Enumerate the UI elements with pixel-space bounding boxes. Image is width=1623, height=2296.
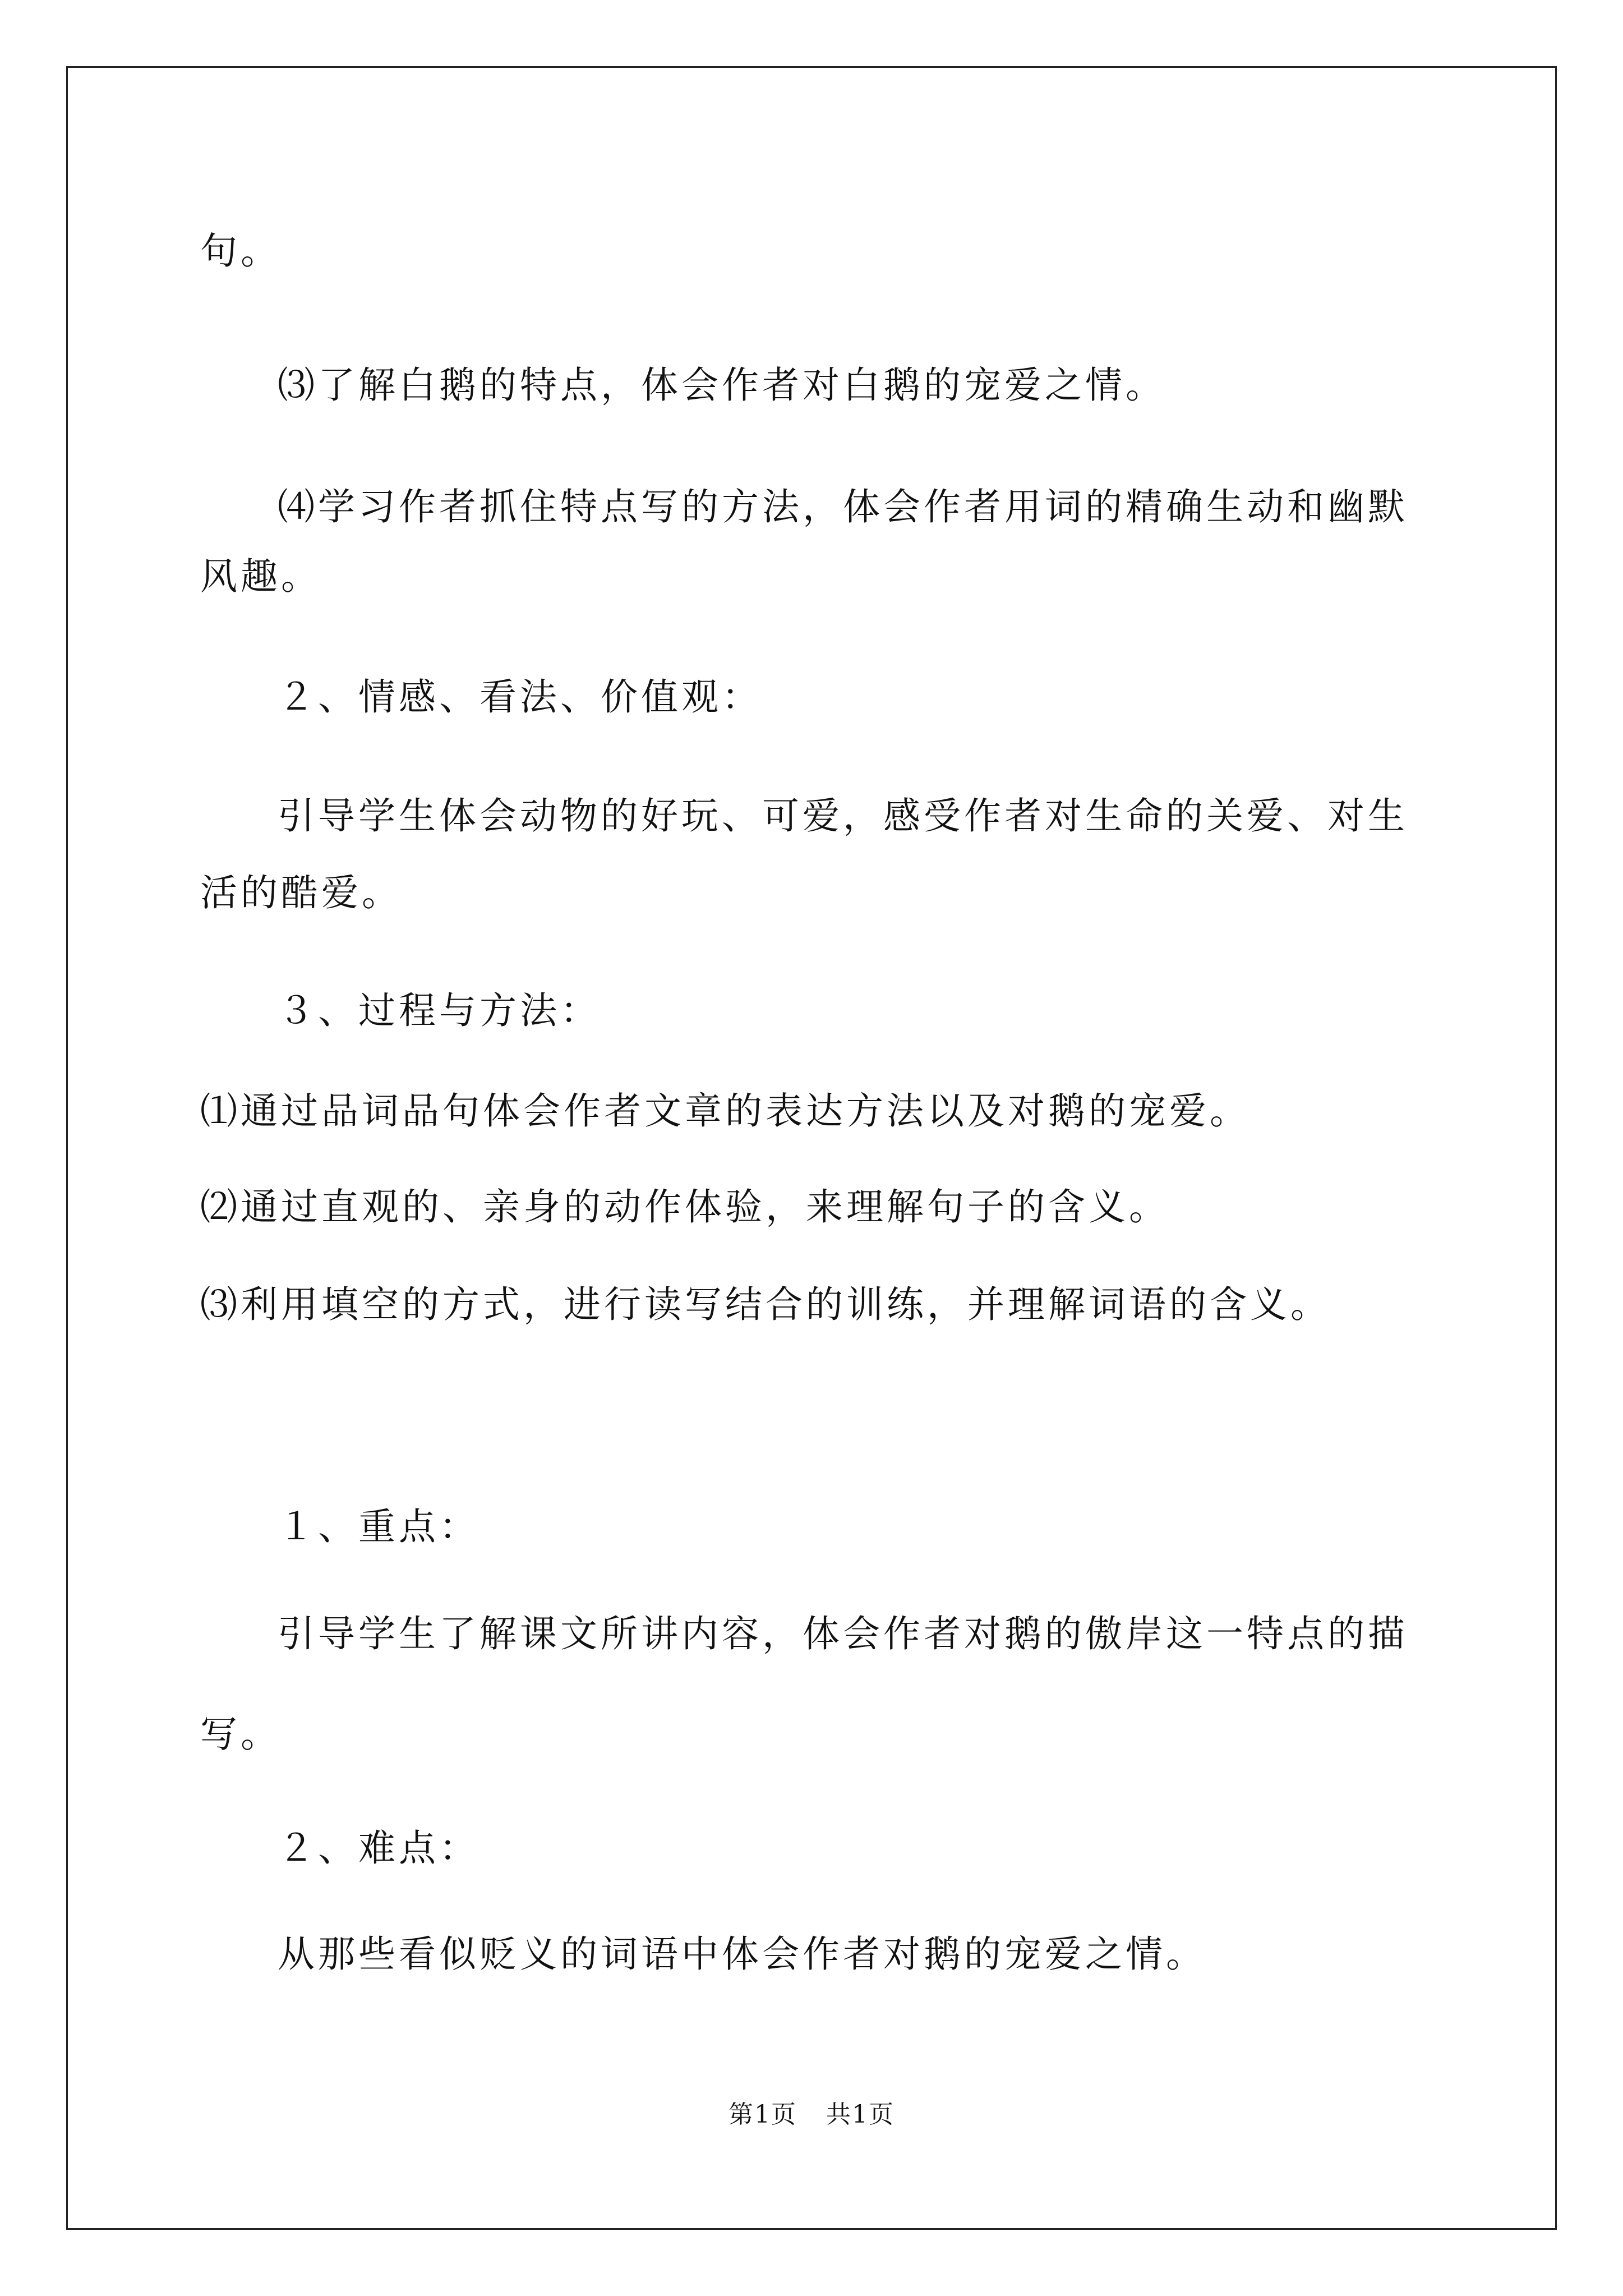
paragraph-line: ⑵通过直观的、亲身的动作体验，来理解句子的含义。 <box>200 1185 1169 1228</box>
paragraph-line: ⑶了解白鹅的特点，体会作者对白鹅的宠爱之情。 <box>278 364 1166 407</box>
section-heading: ２、情感、看法、价值观： <box>278 675 762 719</box>
paragraph-line: 句。 <box>200 229 281 273</box>
paragraph-line: 从那些看似贬义的词语中体会作者对鹅的宠爱之情。 <box>278 1932 1206 1976</box>
paragraph-line: 写。 <box>200 1713 281 1756</box>
paragraph-line: 活的酷爱。 <box>200 871 402 914</box>
paragraph-line: 引导学生体会动物的好玩、可爱，感受作者对生命的关爱、对生 <box>278 794 1408 838</box>
page-total: 共1页 <box>826 2100 895 2129</box>
paragraph-line: ⑷学习作者抓住特点写的方法，体会作者用词的精确生动和幽默 <box>278 485 1408 528</box>
page-number: 第1页 <box>728 2100 797 2129</box>
section-heading: ３、过程与方法： <box>278 989 601 1032</box>
paragraph-line: 引导学生了解课文所讲内容，体会作者对鹅的傲岸这一特点的描 <box>278 1612 1408 1655</box>
section-heading: ２、难点： <box>278 1826 479 1870</box>
paragraph-line: ⑴通过品词品句体会作者文章的表达方法以及对鹅的宠爱。 <box>200 1089 1250 1133</box>
paragraph-line: 风趣。 <box>200 555 321 598</box>
section-heading: １、重点： <box>278 1505 479 1548</box>
paragraph-line: ⑶利用填空的方式，进行读写结合的训练，并理解词语的含义。 <box>200 1283 1331 1326</box>
page-footer <box>0 2098 1623 2132</box>
